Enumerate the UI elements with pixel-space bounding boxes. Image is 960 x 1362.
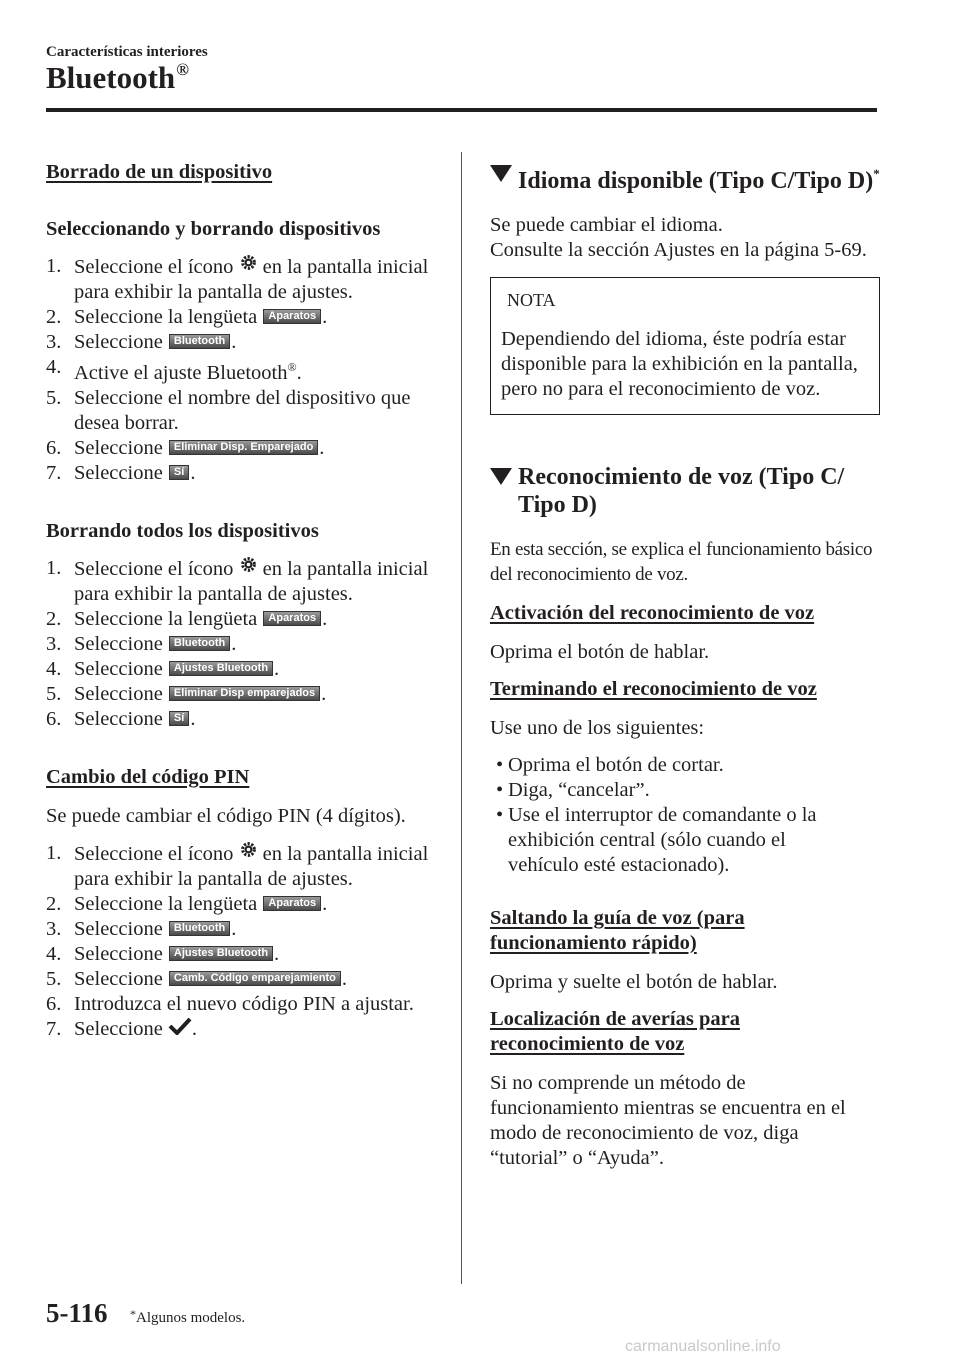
step-text: Seleccione [74,331,163,353]
bluetooth-button: Bluetooth [169,636,230,651]
settings-gear-icon [240,556,257,573]
checkmark-icon [168,1017,192,1035]
bluetooth-settings-button: Ajustes Bluetooth [169,661,273,676]
settings-gear-icon [240,841,257,858]
step-item: 7. Seleccione Sí . [46,461,196,484]
bluetooth-button: Bluetooth [169,921,230,936]
step-item: 4. Active el ajuste Bluetooth®. [46,356,302,384]
step-number: 4. [46,657,62,680]
step-number: 5. [46,386,62,409]
page-title [46,60,189,96]
page-number: 5-116 [46,1298,108,1328]
header-rule [46,108,877,112]
step-text: Seleccione el ícono [74,256,234,278]
yes-button: Sí [169,465,189,480]
note-text: Dependiendo del idioma, éste podría estar disponible para la exhibición en la pantalla, pero no para el reconocimiento de voz. [501,328,858,400]
step-text: Seleccione [74,682,163,705]
section-triangle-icon [490,468,512,485]
step-number: 1. [46,556,62,579]
step-number: 7. [46,461,62,484]
step-text: Introduzca el nuevo código PIN a ajustar. [74,992,414,1015]
step-number: 2. [46,306,62,328]
steps-delete-all [46,556,446,732]
step-text: Seleccione [74,707,163,730]
bullet-dot: • [496,804,504,826]
step-item: 4. Seleccione Ajustes Bluetooth . [46,942,280,965]
step-item: 6. Seleccione Eliminar Disp. Emparejado . [46,436,325,459]
step-item: 5. Seleccione Camb. Código emparejamiento . [46,967,348,990]
heading-text: Idioma disponible (Tipo C/Tipo D) [518,168,874,194]
step-number: 1. [46,255,62,277]
step-item [46,841,446,892]
list-text: Diga, “cancelar”. [508,779,650,801]
step-number: 5. [46,967,62,990]
list-text: Oprima el botón de cortar. [508,754,724,776]
settings-gear-icon [240,254,257,271]
step-text: Seleccione la lengüeta [74,607,258,630]
step-number: 6. [46,436,62,459]
step-item: 3. Seleccione Bluetooth . [46,632,237,655]
step-number: 6. [46,992,62,1015]
step-item [46,386,446,436]
list-text: Use el interruptor de comandante o la exhibición central (sólo cuando el vehículo esté estacionado). [508,804,817,876]
heading-select-delete: Seleccionando y borrando dispositivos [46,218,381,240]
step-item: 2. Seleccione la lengüeta Aparatos . [46,607,328,630]
step-number: 6. [46,707,62,730]
step-item: 3. Seleccione Bluetooth . [46,917,237,940]
step-text: en la pantalla inicial para exhibir la pantalla de ajustes. [74,256,429,303]
step-item: 5. Seleccione Eliminar Disp emparejados . [46,682,327,705]
list-item [490,753,880,778]
troubleshooting-text: Si no comprende un método de funcionamiento mientras se encuentra en el modo de reconocimiento de voz, diga “tutorial” o “Ayuda”. [490,1072,846,1169]
step-text: en la pantalla inicial para exhibir la pantalla de ajustes. [74,842,429,890]
step-text: en la pantalla inicial para exhibir la pantalla de ajustes. [74,557,429,605]
list-item [490,778,880,803]
step-number: 4. [46,942,62,965]
heading-available-language [490,160,880,195]
watermark: carmanualsonline.info [625,1338,781,1355]
step-text: Seleccione el nombre del dispositivo que desea borrar. [74,386,411,434]
voice-intro: En esta sección, se explica el funcionamiento básico del reconocimiento de voz. [490,539,873,585]
step-item: 2. Seleccione la lengüeta Aparatos . [46,892,328,915]
step-number: 7. [46,1017,62,1040]
step-text: Seleccione [74,657,163,680]
pin-intro: Se puede cambiar el código PIN (4 dígitos). [46,804,406,827]
yes-button: Sí [169,711,189,726]
bluetooth-settings-button: Ajustes Bluetooth [169,946,273,961]
delete-paired-device-button: Eliminar Disp. Emparejado [169,440,318,455]
step-number: 2. [46,607,62,630]
heading-text: Reconocimiento de voz (Tipo C/ Tipo D) [518,464,845,518]
end-bullets [490,753,880,878]
skip-text: Oprima y suelte el botón de hablar. [490,971,778,993]
step-text: Seleccione la lengüeta [74,892,258,915]
step-item: 7. Seleccione . [46,1017,198,1040]
heading-voice-recognition [490,463,880,519]
asterisk: * [873,166,880,181]
step-number: 2. [46,892,62,915]
step-text: Seleccione [74,942,163,965]
steps-delete-device [46,254,446,486]
step-text: Seleccione el ícono [74,557,234,580]
step-text: Seleccione [74,967,163,990]
step-item [46,992,446,1017]
lang-paragraph-1: Se puede cambiar el idioma. [490,214,723,236]
activation-text: Oprima el botón de hablar. [490,641,710,663]
step-text: Active el ajuste Bluetooth [74,361,288,384]
bluetooth-button: Bluetooth [169,334,230,349]
heading-ending: Terminando el reconocimiento de voz [490,678,817,700]
bullet-dot: • [496,779,504,801]
change-pairing-code-button: Camb. Código emparejamiento [169,971,341,986]
left-column [46,160,446,1042]
registered-mark: ® [176,60,189,79]
step-text: Seleccione el ícono [74,842,234,865]
asterisk: * [130,1307,136,1321]
heading-activation: Activación del reconocimiento de voz [490,602,815,624]
heading-change-pin: Cambio del código PIN [46,765,250,788]
step-number: 4. [46,356,62,378]
step-item: 6. Seleccione Sí . [46,707,196,730]
aparatos-tab-button: Aparatos [263,309,321,324]
note-box [490,277,880,415]
lang-paragraph-2: Consulte la sección Ajustes en la página 5-69. [490,239,867,261]
heading-troubleshooting: Localización de averías para reconocimiento de voz [490,1008,740,1055]
right-column [490,160,880,1171]
steps-change-pin [46,841,446,1042]
step-number: 1. [46,841,62,864]
step-item [46,254,446,305]
heading-skip-guide: Saltando la guía de voz (para funcionamiento rápido) [490,907,745,954]
step-number: 3. [46,331,62,353]
bullet-dot: • [496,754,504,776]
note-title: NOTA [507,290,556,310]
step-item: 2. Seleccione la lengüeta Aparatos . [46,306,328,328]
step-text: Seleccione [74,917,163,940]
step-number: 3. [46,632,62,655]
step-item: 4. Seleccione Ajustes Bluetooth . [46,657,280,680]
section-triangle-icon [490,165,512,182]
step-item: 3. Seleccione Bluetooth . [46,331,237,353]
footnote-text: Algunos modelos. [136,1310,246,1326]
footnote [130,1307,245,1327]
column-divider [461,152,462,1284]
aparatos-tab-button: Aparatos [263,896,321,911]
chapter-subtitle: Características interiores [46,44,208,60]
step-number: 3. [46,917,62,940]
registered-mark: ® [287,360,297,374]
step-text: Seleccione [74,436,163,459]
step-text: Seleccione la lengüeta [74,306,258,328]
heading-delete-all: Borrando todos los dispositivos [46,519,319,542]
delete-paired-devices-button: Eliminar Disp emparejados [169,686,320,701]
step-text: Seleccione [74,632,163,655]
heading-delete-device: Borrado de un dispositivo [46,161,273,183]
step-text: Seleccione [74,461,163,484]
page-title-text: Bluetooth [46,60,176,95]
aparatos-tab-button: Aparatos [263,611,321,626]
end-intro: Use uno de los siguientes: [490,717,705,739]
step-item [46,556,446,607]
list-item [490,803,858,878]
step-text: Seleccione [74,1017,163,1040]
step-number: 5. [46,682,62,705]
